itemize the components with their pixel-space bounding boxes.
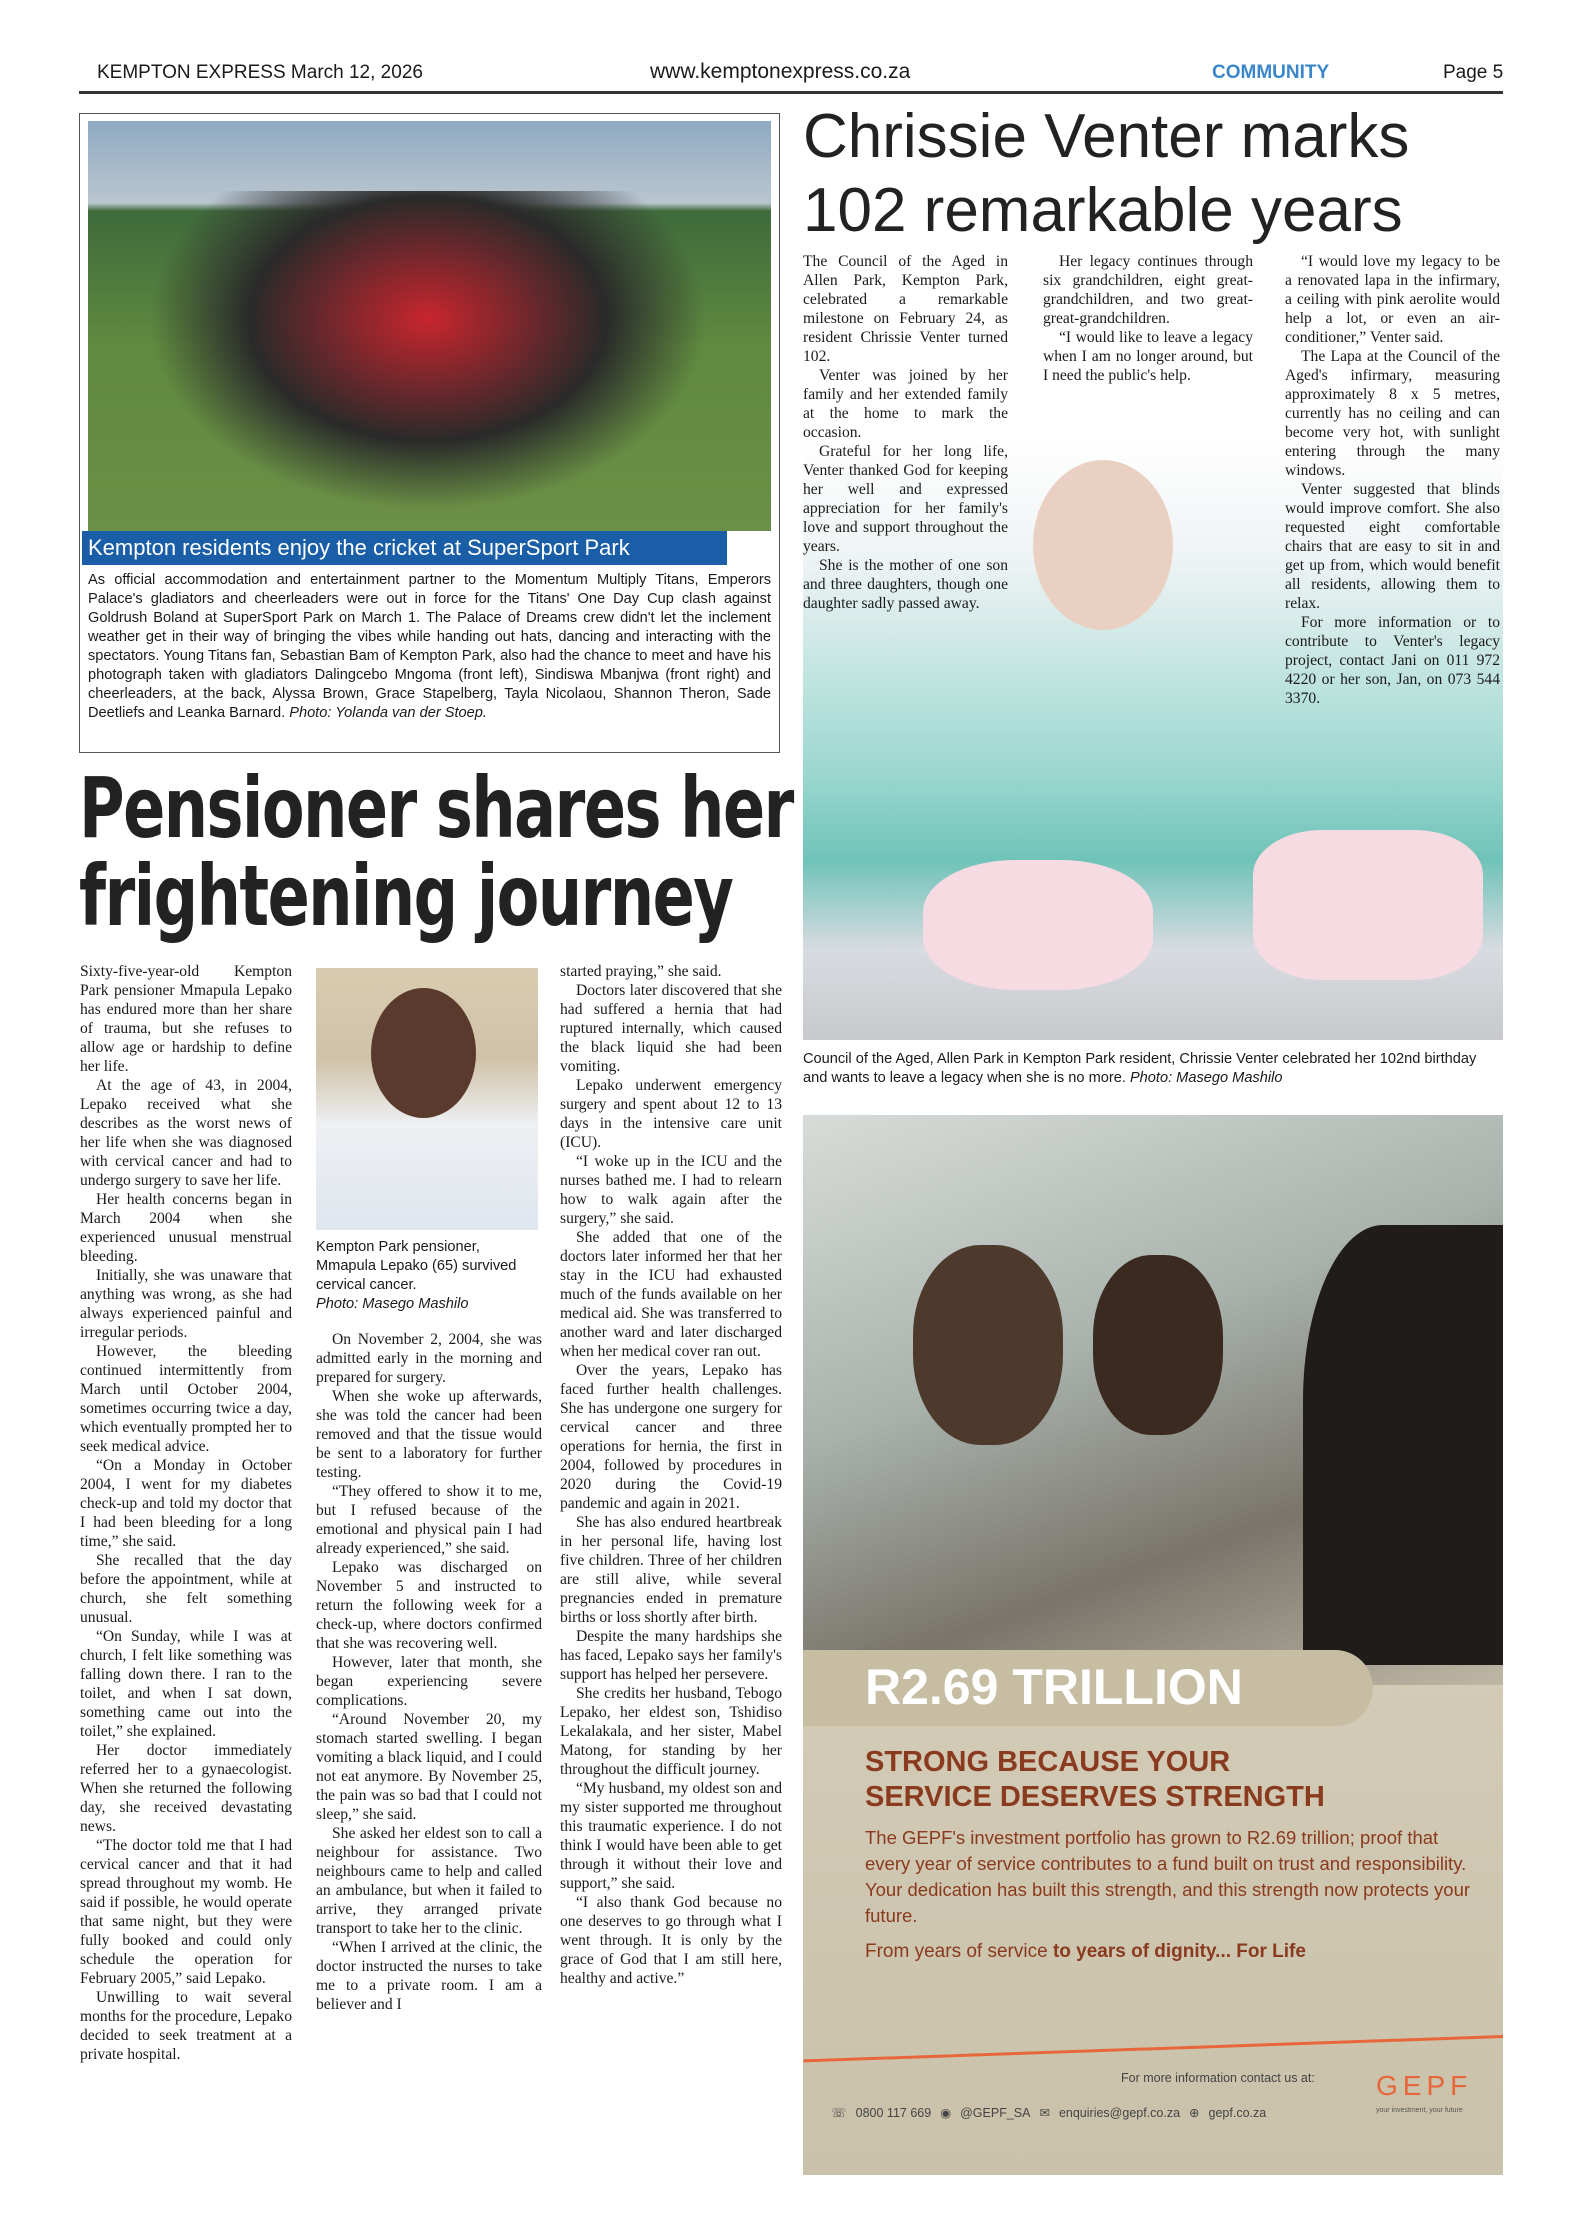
advert-headline <box>865 1745 1475 1815</box>
section-label: COMMUNITY <box>1212 62 1330 83</box>
cheerleaders-image <box>148 191 708 511</box>
accent-line <box>803 2035 1503 2062</box>
email-address[interactable]: enquiries@gepf.co.za <box>1058 2105 1181 2120</box>
pensioner-col-1 <box>80 962 292 2064</box>
photo-credit: Photo: Yolanda van der Stoep. <box>289 705 487 721</box>
paragraph: “Around November 20, my stomach started swelling. I began vomiting a black liquid, and I could not eat anymore. By November 25, the pain was so bad that I could not sleep,” she said. <box>316 1711 542 1823</box>
paragraph: Her legacy continues through six grandchildren, eight great-grandchildren, and two great-great-grandchildren. <box>1043 253 1253 327</box>
cricket-banner: Kempton residents enjoy the cricket at SuperSport Park <box>82 531 727 565</box>
paragraph: Her doctor immediately referred her to a gynaecologist. When she returned the following day, she received devastating news. <box>80 1742 292 1835</box>
birthday-cake <box>1253 830 1483 980</box>
paragraph: Despite the many hardships she has faced, Lepako says her family's support has helped her persevere. <box>560 1628 782 1683</box>
website-url[interactable]: www.kemptonexpress.co.za <box>650 60 911 83</box>
chrissie-col-3 <box>1285 252 1500 708</box>
paragraph: “On Sunday, while I was at church, I felt like something was falling down there. I ran to the toilet, and when I sat down, something came out into the toilet,” she explained. <box>80 1628 292 1740</box>
globe-icon: ⊕ <box>1189 2106 1200 2120</box>
paragraph: The Council of the Aged in Allen Park, Kempton Park, celebrated a remarkable milestone on February 24, as resident Chrissie Venter turned 102. <box>803 253 1008 365</box>
paragraph: Lepako underwent emergency surgery and spent about 12 to 13 days in the intensive care unit (ICU). <box>560 1077 782 1151</box>
pensioner-headline <box>79 759 819 945</box>
chrissie-portrait <box>1033 460 1173 630</box>
paragraph: On November 2, 2004, she was admitted early in the morning and prepared for surgery. <box>316 1331 542 1386</box>
logo-tagline: your investment, your future <box>1376 2107 1463 2114</box>
header-rule <box>79 91 1503 94</box>
headline-line-1: Pensioner shares her <box>79 759 793 857</box>
paragraph: Initially, she was unaware that anything was wrong, as she had always experienced painful and irregular periods. <box>80 1267 292 1341</box>
website[interactable]: gepf.co.za <box>1208 2105 1267 2120</box>
lepako-caption <box>316 1238 538 1314</box>
paragraph: “I would love my legacy to be a renovated lapa in the infirmary, a ceiling with pink aerolite would help a lot, or even an air-conditioner,” Venter said. <box>1285 253 1500 346</box>
chrissie-headline <box>803 100 1409 248</box>
advert-photo <box>803 1115 1503 1685</box>
tagline-plain: From years of service <box>865 1941 1053 1962</box>
twitter-handle[interactable]: @GEPF_SA <box>960 2105 1031 2120</box>
paragraph: She is the mother of one son and three daughters, though one daughter sadly passed away. <box>803 557 1008 612</box>
paragraph: She recalled that the day before the appointment, while at church, she felt something unusual. <box>80 1552 292 1626</box>
paragraph: “I woke up in the ICU and the nurses bathed me. I had to relearn how to walk again after the surgery,” she said. <box>560 1153 782 1227</box>
chrissie-caption <box>803 1050 1503 1088</box>
paper-name-date: KEMPTON EXPRESS March 12, 2026 <box>97 62 423 83</box>
paragraph: She asked her eldest son to call a neighbour for assistance. Two neighbours came to help and called an ambulance, but when it failed to arrive, they arranged private transport to take her to the clinic. <box>316 1825 542 1937</box>
paragraph: Grateful for her long life, Venter thanked God for keeping her well and expressed appreciation for her family's love and support throughout the years. <box>803 443 1008 555</box>
cricket-photo <box>88 121 771 531</box>
headline-line-2: SERVICE DESERVES STRENGTH <box>865 1781 1325 1813</box>
birthday-cake <box>923 860 1153 990</box>
paragraph: Unwilling to wait several months for the procedure, Lepako decided to seek treatment at a private hospital. <box>80 1989 292 2063</box>
paragraph: The Lapa at the Council of the Aged's infirmary, measuring approximately 8 x 5 metres, currently has no ceiling and can become very hot, with sunlight entering through the many windows. <box>1285 348 1500 479</box>
advert-body: The GEPF's investment portfolio has grown to R2.69 trillion; proof that every year of service contributes to a fund built on trust and responsibility. Your dedication has built this strength, and this strength now protects your future. <box>865 1827 1471 1926</box>
chrissie-col-2 <box>1043 252 1253 385</box>
chrissie-col-1 <box>803 252 1008 613</box>
mail-icon: ✉ <box>1039 2106 1050 2120</box>
paragraph: “When I arrived at the clinic, the doctor instructed the nurses to take me to a private room. I am a believer and I <box>316 1939 542 2013</box>
headline-line-1: Chrissie Venter marks <box>803 102 1410 171</box>
paragraph: Venter suggested that blinds would improve comfort. She also requested eight comfortable chairs that are easy to sit in and get up from, which would benefit all residents, allowing them to relax. <box>1285 481 1500 612</box>
headline-line-2: 102 remarkable years <box>803 176 1403 245</box>
gepf-advert[interactable] <box>803 1115 1503 2175</box>
paragraph: “I also thank God because no one deserves to go through what I went through. It is only by the grace of God that I am still here, healthy and active.” <box>560 1894 782 1987</box>
advert-copy <box>865 1745 1475 1963</box>
paragraph: She credits her husband, Tebogo Lepako, her eldest son, Tshidiso Lekalakala, and her sister, Mabel Matong, for standing by her throughout the difficult journey. <box>560 1685 782 1778</box>
paragraph: Her health concerns began in March 2004 when she experienced unusual menstrual bleeding. <box>80 1191 292 1265</box>
paragraph: “I would like to leave a legacy when I am no longer around, but I need the public's help. <box>1043 329 1253 384</box>
advert-tagline <box>865 1941 1475 1963</box>
paragraph: When she woke up afterwards, she was told the cancer had been removed and that the tissue would be sent to a laboratory for further testing. <box>316 1388 542 1481</box>
woman-figure <box>1093 1255 1223 1435</box>
advisor-figure <box>1303 1225 1503 1665</box>
paragraph: “My husband, my oldest son and my sister supported me throughout this traumatic experience. I do not think I would have been able to get through it without their love and support,” she said. <box>560 1780 782 1892</box>
paragraph: However, the bleeding continued intermittently from March until October 2004, sometimes occurring twice a day, which eventually prompted her to seek medical advice. <box>80 1343 292 1455</box>
page-number: Page 5 <box>1443 62 1504 83</box>
headline-line-2: frightening journey <box>79 847 733 945</box>
pensioner-col-2 <box>316 1330 542 2014</box>
cricket-feature <box>79 113 780 753</box>
pensioner-col-2-stack <box>316 968 542 2014</box>
paragraph: For more information or to contribute to Venter's legacy project, contact Jani on 011 972 4220 or her son, Jan, on 073 544 3370. <box>1285 614 1500 707</box>
paragraph: Doctors later discovered that she had suffered a hernia that had ruptured internally, which caused the black liquid she had been vomiting. <box>560 982 782 1075</box>
lepako-photo <box>316 968 538 1230</box>
advert-big-figure: R2.69 TRILLION <box>803 1650 1373 1726</box>
paragraph: Lepako was discharged on November 5 and instructed to return the following week for a check-up, where doctors confirmed that she was recovering well. <box>316 1559 542 1652</box>
cricket-caption <box>88 571 771 723</box>
paragraph: She added that one of the doctors later informed her that her stay in the ICU had exhausted much of the funds available on her medical aid. She was transferred to another ward and later discharged when her medical cover ran out. <box>560 1229 782 1360</box>
paragraph: “The doctor told me that I had cervical cancer and that it had spread throughout my womb. He said if possible, he would operate that same night, but they were fully booked and could only schedule the operation for February 2005,” said Lepako. <box>80 1837 292 1987</box>
phone-number[interactable]: 0800 117 669 <box>855 2105 932 2120</box>
man-figure <box>913 1245 1063 1445</box>
contact-row <box>831 2105 1266 2120</box>
paragraph: “They offered to show it to me, but I refused because of the emotional and physical pain I had already experienced,” she said. <box>316 1483 542 1557</box>
pensioner-col-3 <box>560 962 782 1988</box>
photo-credit: Photo: Masego Mashilo <box>1129 1070 1283 1086</box>
paragraph: started praying,” she said. <box>560 963 722 980</box>
phone-icon: ☏ <box>831 2106 847 2120</box>
contact-label: For more information contact us at: <box>1121 2071 1315 2085</box>
twitter-icon: ◉ <box>940 2106 952 2120</box>
photo-credit: Photo: Masego Mashilo <box>316 1296 469 1312</box>
gepf-logo: GEPF <box>1376 2070 1473 2101</box>
paragraph: At the age of 43, in 2004, Lepako received what she describes as the worst news of her life when she was diagnosed with cervical cancer and had to undergo surgery to save her life. <box>80 1077 292 1189</box>
caption-text: Kempton Park pensioner, Mmapula Lepako (65) survived cervical cancer. <box>316 1239 517 1293</box>
paragraph: However, later that month, she began experiencing severe complications. <box>316 1654 542 1709</box>
caption-text: Council of the Aged, Allen Park in Kempton Park resident, Chrissie Venter celebrated her 102nd birthday and wants to leave a legacy when she is no more. <box>803 1051 1477 1086</box>
paragraph: “On a Monday in October 2004, I went for my diabetes check-up and told my doctor that I had been bleeding for a long time,” she said. <box>80 1457 292 1550</box>
paragraph: Over the years, Lepako has faced further health challenges. She has undergone one surgery for cervical cancer and three operations for hernia, the first in 2004, followed by procedures in 2020 during the Covid-19 pandemic and again in 2021. <box>560 1362 782 1512</box>
lepako-portrait <box>371 988 476 1118</box>
tagline-bold: to years of dignity... For Life <box>1052 1941 1306 1962</box>
paragraph: Venter was joined by her family and her extended family at the home to mark the occasion. <box>803 367 1008 441</box>
caption-text: As official accommodation and entertainment partner to the Momentum Multiply Titans, Emperors Palace's gladiators and cheerleaders were out in force for the Titans' One Day Cup clash against Goldrush Boland at SuperSport Park on March 1. The Palace of Dreams crew didn't let the inclement weather get in their way of bringing the vibes while handing out hats, dancing and interacting with the spectators. Young Titans fan, Sebastian Bam of Kempton Park, also had the chance to meet and have his photograph taken with gladiators Dalingcebo Mngoma (front left), Sindiswa Mbanjwa (front right) and cheerleaders, at the back, Alyssa Brown, Grace Stapelberg, Tayla Nicolaou, Shannon Theron, Sade Deetliefs and Leanka Barnard. <box>88 572 771 721</box>
paragraph: She has also endured heartbreak in her personal life, having lost five children. Three of her children are still alive, while several pregnancies ended in premature births or loss shortly after birth. <box>560 1514 782 1626</box>
paragraph: Sixty-five-year-old Kempton Park pensioner Mmapula Lepako has endured more than her share of trauma, but she refuses to allow age or hardship to define her life. <box>80 963 292 1075</box>
headline-line-1: STRONG BECAUSE YOUR <box>865 1746 1231 1778</box>
